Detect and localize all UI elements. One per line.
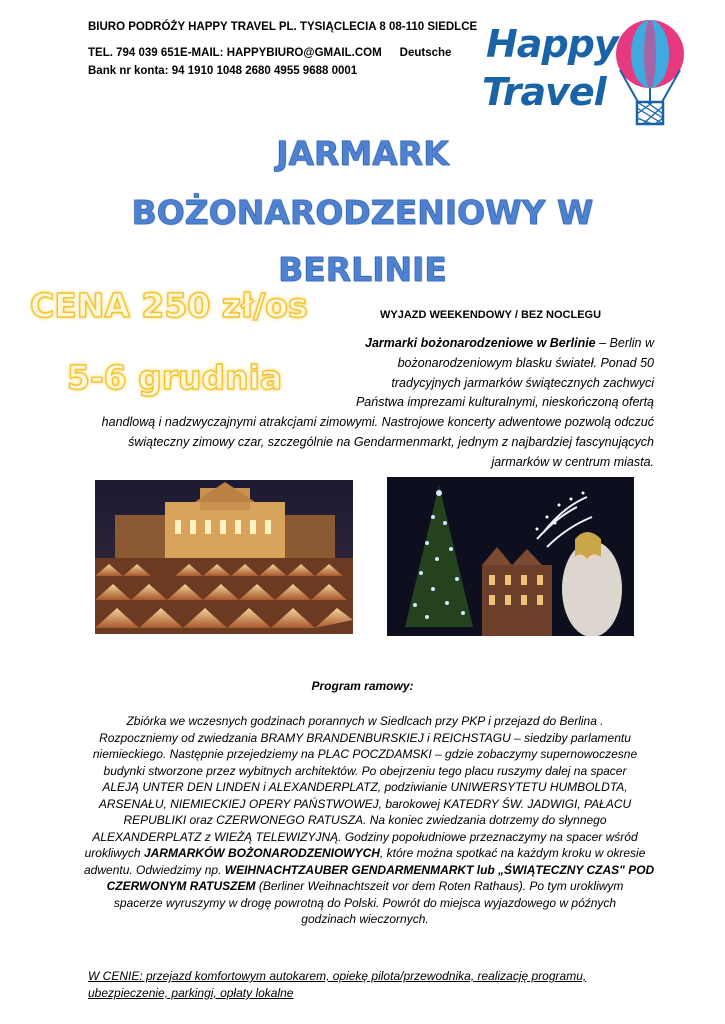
intro-block-top — [304, 334, 654, 413]
date-label: 5-6 grudnia — [67, 358, 283, 397]
program-line: ARSENAŁU, NIEMIECKIEJ OPERY PAŃSTWOWEJ, barokowej KATEDRY ŚW. JADWIGI, PAŁACU — [98, 796, 632, 811]
intro-bold-lead: Jarmarki bożonarodzeniowe w Berlinie — [365, 336, 596, 350]
program-line: budynki stworzone przez wybitnych architektów. Po obejrzeniu tego placu ruszymy dalej na spacer — [103, 763, 627, 778]
agency-address: BIURO PODRÓŻY HAPPY TRAVEL PL. TYSIĄCLECIA 8 08-110 SIEDLCE — [88, 21, 478, 33]
program-line: ALEJĄ UNTER DEN LINDEN i ALEXANDERPLATZ, podziwianie UNIWERSYTETU HUMBOLDTA, — [102, 780, 628, 794]
program-line: urokliwych JARMARKÓW BOŻONARODZENIOWYCH, które można spotkać na każdym kroku w okresie — [84, 846, 646, 860]
program-line: spacerze wyruszymy w drogę powrotną do Polski. Powrót do miejsca wyjazdowego w późnych — [113, 895, 617, 910]
title-line-2: BOŻONARODZENIOWY W — [131, 193, 594, 232]
price-label: CENA 250 zł/os — [30, 286, 308, 325]
logo-word-travel: Travel — [482, 70, 606, 114]
gendarmenmarkt-christmas-market-photo — [95, 480, 353, 634]
intro-line-1: Jarmarki bożonarodzeniowe w Berlinie – Berlin w — [365, 336, 654, 350]
program-line: godzinach wieczornych. — [301, 912, 429, 926]
price-includes-line-1: W CENIE: przejazd komfortowym autokarem, opiekę pilota/przewodnika, realizację programu, — [88, 969, 587, 983]
hot-air-balloon-icon — [610, 18, 692, 133]
program-line: Rozpoczniemy od zwiedzania BRAMY BRANDENBURSKIEJ i REICHSTAGU – siedziby parlamentu — [99, 730, 631, 745]
program-line: Zbiórka we wczesnych godzinach porannych w Siedlcach przy PKP i przejazd do Berlina . — [126, 714, 604, 728]
title-line-1: JARMARK — [276, 134, 449, 173]
program-line: niemieckiego. Następnie przejedziemy na PLAC POCZDAMSKI – gdzie zobaczymy supernowoczesne — [92, 747, 638, 761]
intro-block-bottom — [54, 413, 654, 472]
program-heading: Program ramowy: — [311, 679, 414, 693]
program-bold-ratusz: CZERWONYM RATUSZEM — [106, 879, 256, 893]
bank-account: Bank nr konta: 94 1910 1048 2680 4955 9688 0001 — [88, 65, 358, 77]
happy-travel-logo — [482, 18, 697, 138]
intro-line-6: świąteczny zimowy czar, szczególnie na Gendarmenmarkt, jednym z najbardziej fascynujących — [128, 434, 654, 449]
intro-line-5: handlową i nadzwyczajnymi atrakcjami zimowymi. Nastrojowe koncerty adwentowe pozwolą odczuć — [101, 415, 654, 429]
logo-word-happy: Happy — [486, 22, 618, 66]
program-line: adwentu. Odwiedzimy np. WEIHNACHTZAUBER GENDARMENMARKT lub „ŚWIĄTECZNY CZAS" POD — [84, 862, 655, 877]
title-line-3: BERLINIE — [278, 250, 447, 289]
program-line: CZERWONYM RATUSZEM (Berliner Weihnachtszeit vor dem Roten Rathaus). Po tym urokliwym — [106, 879, 624, 893]
intro-line-2: bożonarodzeniowym blasku świateł. Ponad 50 — [397, 355, 654, 370]
language-note: Deutsche — [399, 47, 452, 59]
price-includes — [88, 968, 648, 1002]
intro-line-7: jarmarków w centrum miasta. — [491, 454, 654, 469]
intro-line-4: Państwa imprezami kulturalnymi, nieskończoną ofertą — [355, 395, 654, 410]
christmas-tree-snow-angel-photo — [387, 477, 634, 636]
phone-email: TEL. 794 039 651E-MAIL: HAPPYBIURO@GMAIL.COM — [88, 47, 382, 59]
price-includes-line-2: ubezpieczenie, parkingi, opłaty lokalne — [88, 986, 294, 1000]
program-line: REPUBLIKI oraz CZERWONEGO RATUSZA. Na koniec zwiedzania dotrzemy do słynnego — [123, 813, 607, 827]
program-line: ALEXANDERPLATZ z WIEŻĄ TELEWIZYJNĄ. Godziny popołudniowe przeznaczymy na spacer wśród — [92, 829, 638, 844]
program-bold-weihnachtzauber: WEIHNACHTZAUBER GENDARMENMARKT lub „ŚWIĄTECZNY CZAS" POD — [224, 862, 655, 877]
program-text — [84, 713, 655, 928]
trip-type: WYJAZD WEEKENDOWY / BEZ NOCLEGU — [380, 309, 602, 321]
program-bold-markets: JARMARKÓW BOŻONARODZENIOWYCH — [143, 846, 380, 860]
intro-line-3: tradycyjnych jarmarków świątecznych zachwyci — [391, 375, 654, 390]
agency-contact — [88, 46, 451, 61]
